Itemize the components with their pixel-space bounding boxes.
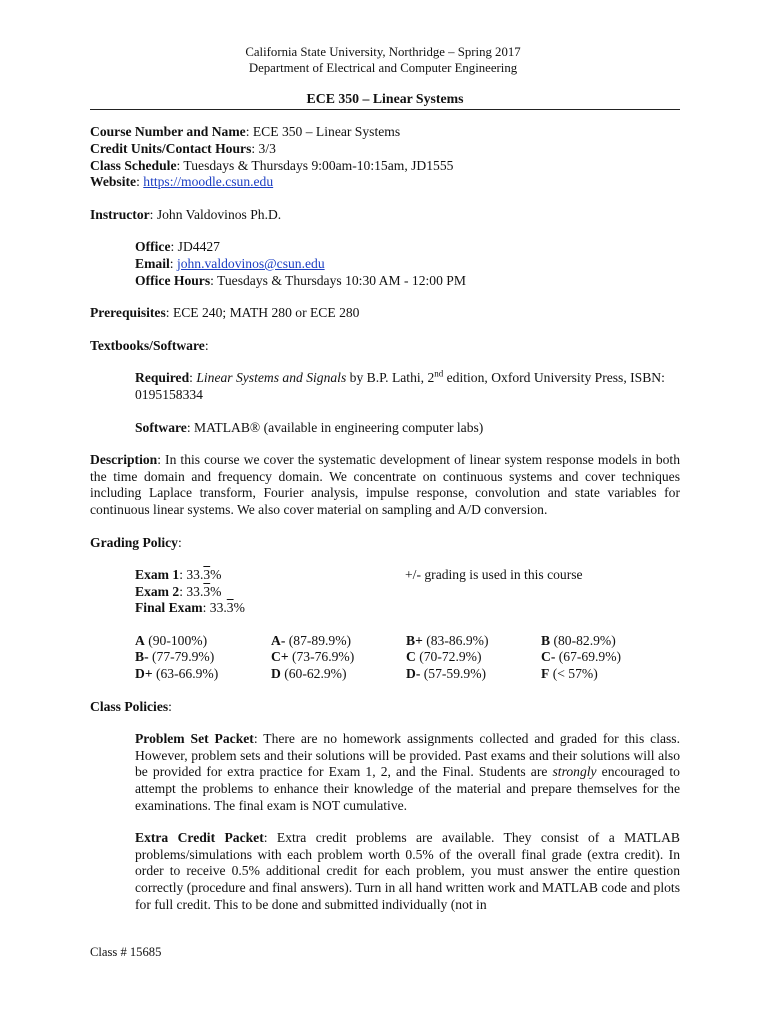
grade-letter: B [541, 632, 551, 648]
grade-range: (60-62.9%) [280, 666, 347, 682]
grade-cell [541, 666, 681, 683]
exam1-row [135, 567, 680, 584]
textbook-title: Linear Systems and Signals [196, 370, 347, 386]
grade-range: (80-82.9%) [550, 632, 616, 648]
instructor-value: : John Valdovinos Ph.D. [149, 206, 282, 222]
exam1-repeating-digit: 3 [203, 567, 211, 583]
extra-credit-paragraph [135, 830, 680, 913]
prerequisites-value: : ECE 240; MATH 280 or ECE 280 [165, 305, 360, 321]
exam-weights [135, 567, 680, 617]
grade-cell [135, 666, 271, 683]
grading-label: Grading Policy [90, 534, 178, 550]
description-paragraph [90, 452, 680, 518]
instructor-line [90, 207, 680, 224]
office-line [135, 239, 680, 256]
required-sep: : [189, 370, 197, 386]
problem-set-label: Problem Set Packet [135, 731, 254, 747]
grade-letter: B+ [406, 632, 423, 648]
grade-range: (57-59.9%) [420, 666, 487, 682]
class-schedule-line [90, 158, 680, 175]
extra-credit-text: : Extra credit problems are available. They consist of a MATLAB problems/simulations with each problem worth 0.5% of the overall final grade (extra credit). In order to receive 0.5% additional credit for each problem, you must answer the entire question correctly (procedure and final answers). Turn in all hand written work and MATLAB code and plots for full credit. This to be done and submitted individually (not in [135, 830, 680, 912]
final-exam-label: Final Exam [135, 600, 203, 616]
prerequisites-line [90, 305, 680, 322]
course-info [90, 124, 680, 190]
university-line: California State University, Northridge – Spring 2017 [245, 45, 521, 59]
office-label: Office [135, 239, 171, 255]
textbook-publisher: edition, Oxford University Press, ISBN: 0195158334 [135, 370, 665, 402]
exam2-value: : 33. [179, 583, 204, 599]
office-hours-line [135, 273, 680, 290]
website-label: Website [90, 174, 137, 190]
problem-set-paragraph [135, 731, 680, 814]
course-number-line [90, 124, 680, 141]
grade-letter: C [406, 649, 416, 665]
course-number-value: : ECE 350 – Linear Systems [245, 124, 401, 140]
textbooks-heading [90, 338, 680, 355]
website-sep: : [136, 174, 144, 190]
grade-letter: A- [271, 632, 286, 648]
course-title: ECE 350 – Linear Systems [90, 91, 680, 111]
office-value: : JD4427 [170, 239, 220, 255]
prerequisites-label: Prerequisites [90, 305, 166, 321]
grade-cell [271, 666, 406, 683]
final-exam-percent: % [233, 600, 245, 616]
grade-range: (90-100%) [144, 632, 208, 648]
textbooks-label: Textbooks/Software [90, 337, 205, 353]
problem-set-text-1: : There are no homework assignments collected and graded for this class. However, problem sets and their solutions will be provided. Past exams and their solutions will also be provided for extra practice for Exam 1, 2, and the Final. Students are [135, 731, 680, 780]
grade-range: (87-89.9%) [285, 632, 352, 648]
email-sep: : [169, 255, 177, 271]
grade-range: (83-86.9%) [422, 632, 489, 648]
website-line [90, 174, 680, 191]
grade-letter: D- [406, 666, 421, 682]
grading-heading [90, 535, 680, 552]
description-text: : In this course we cover the systematic development of linear system response models in both the time domain and frequency domain. We concentrate on continuous systems and cover techniques including Laplace transform, Fourier analysis, impulse response, convolution and state variables for continuous linear systems. We also cover material on sampling and A/D conversion. [90, 452, 680, 517]
grade-letter: C- [541, 649, 556, 665]
grade-letter: D [271, 666, 281, 682]
credit-units-label: Credit Units/Contact Hours [90, 141, 252, 156]
office-hours-value: : Tuesdays & Thursdays 10:30 AM - 12:00 PM [210, 272, 466, 288]
grading-colon: : [177, 534, 182, 550]
grade-cell [541, 649, 681, 666]
instructor-details [135, 239, 680, 289]
final-exam-value: : 33. [202, 600, 227, 616]
final-exam-weight [135, 600, 680, 617]
class-schedule-value: : Tuesdays & Thursdays 9:00am-10:15am, JD1555 [176, 157, 454, 173]
grade-letter: D+ [135, 666, 153, 682]
document-header [86, 44, 680, 77]
credit-units-line [90, 141, 680, 158]
grade-cell [271, 633, 406, 650]
office-hours-label: Office Hours [135, 272, 211, 288]
class-schedule-label: Class Schedule [90, 157, 177, 173]
problem-set-text-2: encouraged to attempt the problems to enhance their knowledge of the material and prepare themselves for the examinations. The final exam is NOT cumulative. [135, 764, 680, 813]
required-label: Required [135, 370, 190, 386]
grade-cell [541, 633, 681, 650]
grade-range: (77-79.9%) [148, 649, 215, 665]
grade-range: (< 57%) [549, 666, 598, 682]
textbooks-colon: : [204, 337, 209, 353]
grade-range: (67-69.9%) [555, 649, 622, 665]
exam1-percent: % [210, 567, 222, 583]
class-number-footer: Class # 15685 [90, 945, 162, 959]
website-link[interactable]: https://moodle.csun.edu [143, 174, 274, 190]
grade-range: (73-76.9%) [288, 649, 355, 665]
software-value: : MATLAB® (available in engineering computer labs) [186, 419, 484, 435]
email-line [135, 256, 680, 273]
department-line: Department of Electrical and Computer Engineering [248, 61, 518, 76]
exam2-label: Exam 2 [135, 583, 180, 599]
grade-cell [135, 649, 271, 666]
grade-range: (63-66.9%) [152, 666, 219, 682]
software-label: Software [135, 419, 187, 435]
policies-label: Class Policies [90, 698, 169, 714]
description-label: Description [90, 452, 158, 468]
software-line [135, 420, 680, 437]
exam2-repeating-digit: 3 [203, 583, 211, 599]
policies-colon: : [168, 698, 172, 714]
final-exam-repeating-digit: 3 [226, 600, 234, 616]
edition-superscript: nd [434, 368, 444, 379]
grade-letter: F [541, 666, 550, 682]
exam2-percent: % [210, 583, 222, 599]
instructor-label: Instructor [90, 206, 150, 222]
grade-cell [135, 633, 271, 650]
problem-set-emphasis: strongly [552, 764, 597, 780]
grade-cell [406, 633, 541, 650]
grade-scale [135, 633, 680, 683]
grade-cell [271, 649, 406, 666]
grade-cell [406, 649, 541, 666]
grade-letter: C+ [271, 649, 289, 665]
grade-range: (70-72.9%) [415, 649, 482, 665]
grade-letter: A [135, 632, 145, 648]
exam1-weight [135, 567, 405, 584]
grade-cell [406, 666, 541, 683]
textbook-author: by B.P. Lathi, 2 [346, 370, 435, 386]
exam1-label: Exam 1 [135, 567, 180, 583]
exam2-weight [135, 584, 680, 601]
course-number-label: Course Number and Name [90, 124, 246, 140]
policies-heading [90, 699, 680, 716]
credit-units-value: : 3/3 [251, 141, 276, 156]
grade-letter: B- [135, 649, 149, 665]
syllabus-page [90, 44, 680, 913]
exam1-value: : 33. [179, 567, 204, 583]
email-label: Email [135, 255, 170, 271]
grading-note: +/- grading is used in this course [405, 567, 583, 583]
required-text [135, 370, 680, 403]
extra-credit-label: Extra Credit Packet [135, 830, 264, 846]
email-link[interactable]: john.valdovinos@csun.edu [176, 255, 325, 271]
